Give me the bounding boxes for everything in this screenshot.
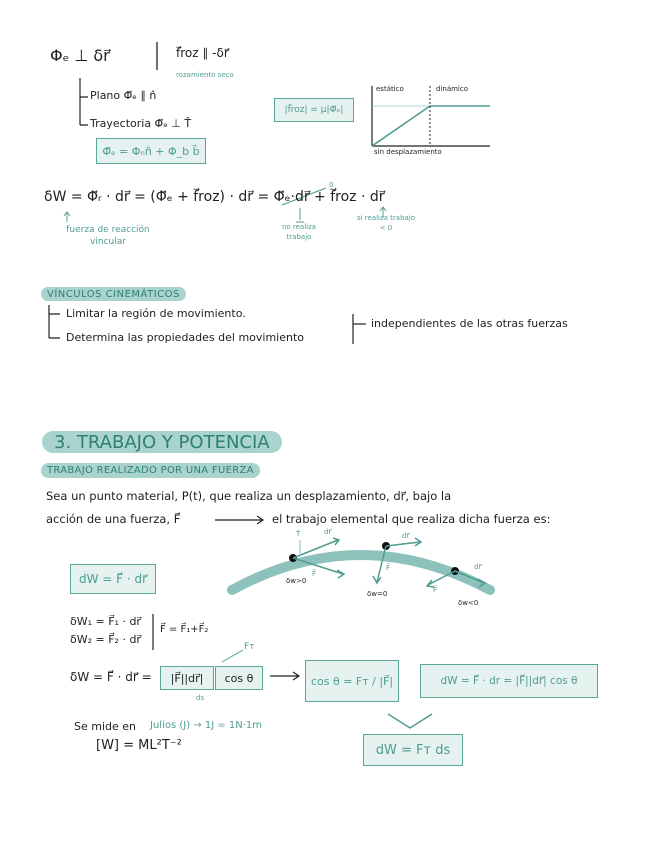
vinculos-heading: VÍNCULOS CINEMÁTICOS (41, 287, 186, 301)
intro-line-2a: acción de una fuerza, F⃗ (46, 512, 181, 526)
vinculos-item-2: Determina las propiedades del movimiento (66, 331, 305, 344)
work-equation: δW = Φ⃗ᵣ · dr⃗ = (Φ⃗ₑ + f⃗roz) · dr⃗ = Φ⃗ₑ·dr⃗ + f⃗roz · dr⃗ (44, 189, 385, 205)
dw-full-box: dW = F⃗ · dr = |F⃗||dr⃗| cos θ (420, 664, 598, 698)
intro-line-1: Sea un punto material, P(t), que realiza un desplazamiento, dr⃗, bajo la (46, 489, 452, 503)
estatico-label: estático (376, 85, 404, 93)
units-mide: Se mide en (74, 720, 137, 733)
section-subtitle: TRABAJO REALIZADO POR UNA FUERZA (41, 463, 260, 478)
ds-label: ds (196, 694, 205, 702)
label-f-3: F⃗ (433, 586, 438, 594)
trajectory-curve (232, 538, 490, 590)
cos-theta-box: cos θ = Fт / |F⃗| (305, 660, 399, 702)
dinamico-label: dinámico (436, 85, 469, 93)
label-dr-1: dr⃗ (324, 528, 332, 536)
dw-result-box: dW = Fт ds (363, 734, 463, 766)
dw2-eq: δW₂ = F⃗₂ · dr⃗ (70, 633, 141, 646)
phi-perp-dr: Φₑ ⊥ δr⃗ (50, 46, 110, 65)
trayectoria-line: Trayectoria Φ⃗ₑ ⊥ T̂ (90, 117, 192, 130)
label-tangent: T̂ (296, 530, 301, 538)
cos-box: cos θ (215, 666, 263, 690)
zero-annotation: 0 (329, 181, 334, 189)
note-reaccion-vincular: fuerza de reacción vincular (66, 225, 150, 247)
plano-line: Plano Φ⃗ₑ ∥ n̂ (90, 89, 157, 102)
intro-line-2b: el trabajo elemental que realiza dicha fuerza es: (272, 512, 551, 526)
label-w-negative: δw<0 (458, 599, 479, 607)
magnitude-box: |F⃗||dr⃗| (160, 666, 214, 690)
rozamiento-seco-note: rozamiento seco (176, 71, 234, 79)
label-dr-3: dr⃗ (474, 563, 482, 571)
label-f-2: F⃗ (386, 564, 391, 572)
vinculos-item-1: Limitar la región de movimiento. (66, 307, 246, 320)
vinculos-side-note: independientes de las otras fuerzas (371, 317, 568, 330)
ft-label: Fт (244, 642, 255, 652)
label-w-zero: δw=0 (367, 590, 388, 598)
graph-xlabel: sin desplazamiento (374, 148, 442, 156)
units-julios: Julios (J) → 1J = 1N·1m (150, 720, 263, 731)
section-title: 3. TRABAJO Y POTENCIA (42, 431, 282, 453)
fsum-eq: F⃗ = F⃗₁+F⃗₂ (160, 624, 209, 635)
dw-box: dW = F⃗ · dr⃗ (70, 564, 156, 594)
label-dr-2: dr⃗ (402, 532, 410, 540)
dot-eq: δW = F⃗ · dr⃗ = (70, 670, 152, 684)
label-f-1: F⃗ (312, 570, 317, 578)
phi-sum-box: Φ⃗ₑ = Φₙn̂ + Φ_b b⃗ (96, 138, 206, 164)
dw1-eq: δW₁ = F⃗₁ · dr⃗ (70, 615, 141, 628)
label-w-positive: δw>0 (286, 577, 307, 585)
froz-parallel: f⃗roz ∥ -δr⃗ (176, 46, 229, 60)
note-si-trabajo: si realiza trabajo < 0 (356, 214, 416, 232)
note-no-trabajo: no realiza trabajo (281, 223, 317, 241)
froz-mu-box: |f⃗roz| = μ|Φ⃗ₑ| (274, 98, 354, 122)
friction-graph (372, 86, 490, 146)
units-dimension: [W] = ML²T⁻² (96, 738, 182, 753)
